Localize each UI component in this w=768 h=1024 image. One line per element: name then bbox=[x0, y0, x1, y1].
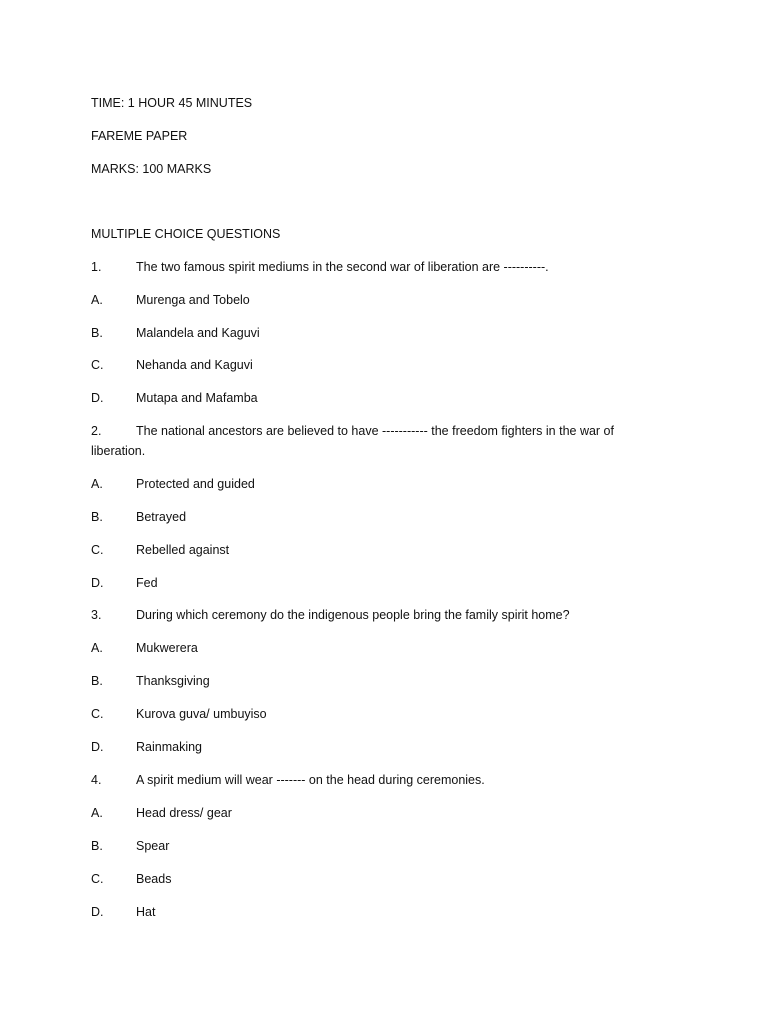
option-letter: B. bbox=[91, 674, 103, 688]
option-letter: C. bbox=[91, 358, 104, 372]
option-text: Malandela and Kaguvi bbox=[136, 326, 260, 340]
option-letter: D. bbox=[91, 576, 104, 590]
paper-title: FAREME PAPER bbox=[91, 129, 188, 143]
question-number: 4. bbox=[91, 773, 102, 787]
question-text: During which ceremony do the indigenous people bring the family spirit home? bbox=[136, 608, 570, 622]
option-letter: B. bbox=[91, 326, 103, 340]
option-letter: A. bbox=[91, 806, 103, 820]
option-letter: C. bbox=[91, 707, 104, 721]
option-letter: C. bbox=[91, 872, 104, 886]
option-text: Fed bbox=[136, 576, 158, 590]
exam-time: TIME: 1 HOUR 45 MINUTES bbox=[91, 96, 253, 110]
option-text: Rainmaking bbox=[136, 740, 203, 754]
option-letter: D. bbox=[91, 740, 104, 754]
question-text: The two famous spirit mediums in the second war of liberation are ----------. bbox=[136, 260, 549, 274]
option-letter: C. bbox=[91, 543, 104, 557]
option-letter: A. bbox=[91, 477, 103, 491]
section-title: MULTIPLE CHOICE QUESTIONS bbox=[91, 227, 281, 241]
option-letter: D. bbox=[91, 905, 104, 919]
option-letter: D. bbox=[91, 391, 104, 405]
option-text: Betrayed bbox=[136, 510, 187, 524]
question-text: The national ancestors are believed to have ----------- the freedom fighters in the war of bbox=[136, 424, 614, 438]
option-text: Mukwerera bbox=[136, 641, 198, 655]
exam-marks: MARKS: 100 MARKS bbox=[91, 162, 212, 176]
option-text: Thanksgiving bbox=[136, 674, 210, 688]
question-number: 2. bbox=[91, 424, 102, 438]
option-text: Head dress/ gear bbox=[136, 806, 232, 820]
option-text: Protected and guided bbox=[136, 477, 255, 491]
option-text: Rebelled against bbox=[136, 543, 230, 557]
option-text: Murenga and Tobelo bbox=[136, 293, 250, 307]
option-letter: A. bbox=[91, 641, 103, 655]
option-letter: B. bbox=[91, 839, 103, 853]
option-text: Nehanda and Kaguvi bbox=[136, 358, 253, 372]
option-text: Spear bbox=[136, 839, 170, 853]
question-text: A spirit medium will wear ------- on the head during ceremonies. bbox=[136, 773, 485, 787]
option-letter: B. bbox=[91, 510, 103, 524]
option-text: Kurova guva/ umbuyiso bbox=[136, 707, 267, 721]
option-letter: A. bbox=[91, 293, 103, 307]
question-number: 1. bbox=[91, 260, 102, 274]
question-text-continuation: liberation. bbox=[91, 444, 146, 458]
question-number: 3. bbox=[91, 608, 102, 622]
option-text: Mutapa and Mafamba bbox=[136, 391, 258, 405]
option-text: Beads bbox=[136, 872, 172, 886]
option-text: Hat bbox=[136, 905, 156, 919]
